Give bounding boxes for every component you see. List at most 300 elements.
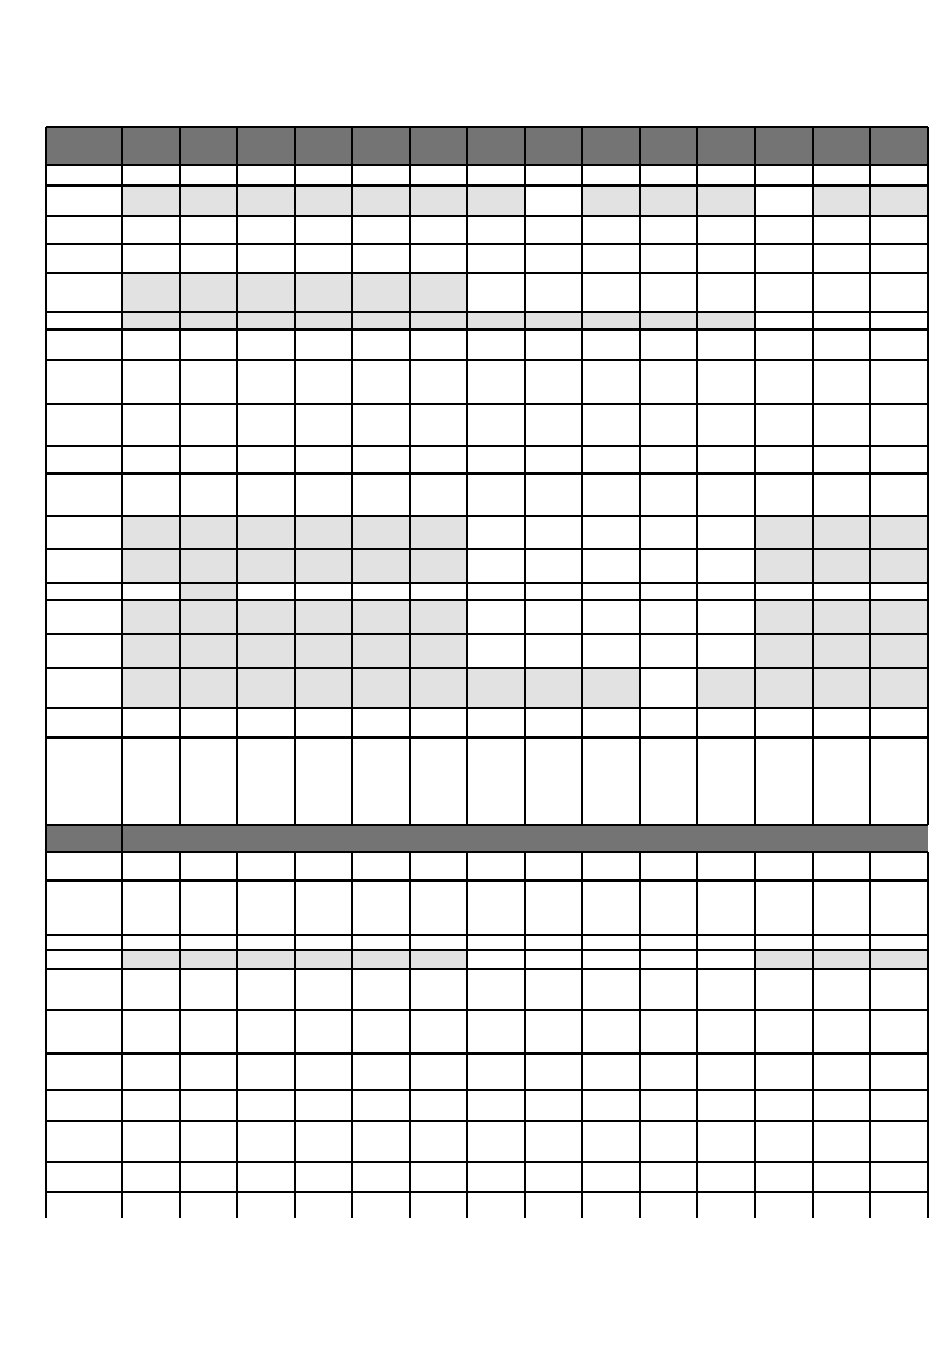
table-cell [295, 244, 352, 273]
table-cell [755, 549, 813, 583]
table-cell [410, 737, 467, 825]
table-cell [640, 1053, 697, 1090]
table-cell [813, 404, 870, 446]
table-cell [640, 880, 697, 935]
table-cell [122, 516, 180, 549]
table-cell [122, 852, 180, 880]
table-cell [870, 1121, 928, 1162]
column-header-cell [640, 127, 697, 165]
table-cell [755, 216, 813, 244]
table-cell [813, 273, 870, 312]
table-cell [467, 165, 525, 185]
table-cell [410, 935, 467, 950]
table-cell [122, 634, 180, 668]
table-cell [582, 880, 640, 935]
table-cell [295, 404, 352, 446]
table-cell [180, 1162, 237, 1192]
table-cell [525, 1192, 582, 1218]
table-cell [525, 446, 582, 473]
table-cell [352, 1121, 410, 1162]
table-cell [295, 1010, 352, 1053]
table-cell [237, 165, 295, 185]
table-cell [755, 516, 813, 549]
table-cell [295, 185, 352, 216]
table-cell [525, 216, 582, 244]
table-cell [180, 273, 237, 312]
table-cell [755, 708, 813, 737]
table-cell [180, 244, 237, 273]
table-cell [467, 600, 525, 634]
table-cell [352, 312, 410, 329]
table-cell [755, 1053, 813, 1090]
table-cell [295, 1090, 352, 1121]
table-cell [755, 1010, 813, 1053]
table-cell [237, 273, 295, 312]
table-cell [467, 1053, 525, 1090]
table-cell [755, 668, 813, 708]
table-cell [697, 634, 755, 668]
table-cell [755, 950, 813, 969]
section-header-label-cell [46, 825, 122, 852]
table-cell [352, 935, 410, 950]
table-cell [525, 273, 582, 312]
table-cell [180, 312, 237, 329]
table-cell [582, 634, 640, 668]
table-cell [295, 950, 352, 969]
table-cell [237, 360, 295, 404]
table-cell [352, 737, 410, 825]
column-divider [466, 852, 469, 1218]
column-header-cell [870, 127, 928, 165]
table-cell [467, 446, 525, 473]
table-cell [640, 1192, 697, 1218]
table-cell [582, 404, 640, 446]
table-cell [180, 1010, 237, 1053]
table-cell [410, 969, 467, 1010]
table-cell [467, 549, 525, 583]
table-cell [697, 1010, 755, 1053]
table-cell [237, 473, 295, 516]
table-cell [870, 600, 928, 634]
column-divider [179, 127, 181, 825]
table-cell [180, 1121, 237, 1162]
table-cell [237, 1090, 295, 1121]
table-cell [755, 852, 813, 880]
table-cell [352, 950, 410, 969]
table-cell [467, 273, 525, 312]
table-cell [46, 165, 122, 185]
table-cell [180, 165, 237, 185]
table-cell [582, 1010, 640, 1053]
table-cell [467, 185, 525, 216]
table-cell [46, 516, 122, 549]
column-divider [581, 852, 584, 1218]
table-cell [122, 935, 180, 950]
table-cell [525, 1090, 582, 1121]
table-cell [582, 473, 640, 516]
table-cell [410, 404, 467, 446]
table-cell [640, 404, 697, 446]
table-cell [352, 634, 410, 668]
table-cell [813, 935, 870, 950]
table-cell [467, 583, 525, 600]
table-cell [237, 244, 295, 273]
table-cell [122, 880, 180, 935]
column-divider [927, 127, 929, 825]
column-divider [294, 127, 296, 825]
table-cell [697, 600, 755, 634]
column-header-cell [582, 127, 640, 165]
table-cell [237, 583, 295, 600]
table-cell [352, 600, 410, 634]
table-cell [122, 329, 180, 360]
table-cell [122, 950, 180, 969]
table-cell [46, 404, 122, 446]
table-cell [640, 935, 697, 950]
table-cell [122, 668, 180, 708]
table-cell [46, 583, 122, 600]
table-cell [755, 244, 813, 273]
table-cell [122, 1121, 180, 1162]
table-cell [755, 312, 813, 329]
table-cell [410, 583, 467, 600]
table-cell [295, 852, 352, 880]
table-cell [295, 312, 352, 329]
table-cell [295, 708, 352, 737]
table-cell [525, 737, 582, 825]
column-divider [639, 127, 641, 825]
table-cell [813, 583, 870, 600]
table-cell [640, 360, 697, 404]
column-divider [524, 852, 526, 1218]
table-cell [525, 1010, 582, 1053]
table-cell [640, 950, 697, 969]
table-cell [640, 216, 697, 244]
table-cell [813, 473, 870, 516]
table-cell [582, 950, 640, 969]
table-cell [813, 1192, 870, 1218]
table-cell [410, 312, 467, 329]
table-cell [467, 1121, 525, 1162]
table-cell [122, 312, 180, 329]
table-cell [697, 668, 755, 708]
table-cell [697, 708, 755, 737]
table-cell [467, 216, 525, 244]
column-divider [812, 852, 814, 1218]
table-cell [870, 516, 928, 549]
table-cell [237, 185, 295, 216]
table-cell [755, 273, 813, 312]
table-cell [525, 969, 582, 1010]
table-cell [870, 852, 928, 880]
table-cell [697, 216, 755, 244]
column-header-cell [180, 127, 237, 165]
table-cell [755, 634, 813, 668]
table-cell [525, 185, 582, 216]
table-cell [870, 360, 928, 404]
table-cell [697, 880, 755, 935]
table-cell [755, 969, 813, 1010]
table-cell [46, 329, 122, 360]
table-cell [467, 880, 525, 935]
table-cell [410, 446, 467, 473]
table-cell [295, 634, 352, 668]
table-cell [46, 600, 122, 634]
table-cell [122, 549, 180, 583]
table-cell [640, 852, 697, 880]
table-cell [582, 329, 640, 360]
column-divider [696, 852, 698, 1218]
table-cell [813, 634, 870, 668]
table-cell [755, 404, 813, 446]
table-cell [237, 852, 295, 880]
table-cell [525, 329, 582, 360]
table-cell [467, 668, 525, 708]
table-cell [697, 516, 755, 549]
table-cell [295, 273, 352, 312]
table-cell [410, 216, 467, 244]
table-cell [352, 1192, 410, 1218]
column-header-cell [755, 127, 813, 165]
table-cell [755, 329, 813, 360]
table-cell [870, 1010, 928, 1053]
table-cell [755, 737, 813, 825]
table-cell [237, 969, 295, 1010]
table-cell [582, 1121, 640, 1162]
column-divider [294, 852, 296, 1218]
table-cell [813, 668, 870, 708]
table-cell [180, 634, 237, 668]
table-cell [582, 312, 640, 329]
table-cell [467, 1192, 525, 1218]
table-cell [697, 737, 755, 825]
table-cell [352, 1053, 410, 1090]
table-cell [755, 1192, 813, 1218]
table-cell [237, 600, 295, 634]
table-cell [352, 852, 410, 880]
column-header-cell [467, 127, 525, 165]
table-cell [813, 1090, 870, 1121]
table-cell [180, 1192, 237, 1218]
table-cell [237, 216, 295, 244]
table-cell [755, 1162, 813, 1192]
table-cell [525, 516, 582, 549]
column-divider [351, 852, 353, 1218]
column-header-cell [352, 127, 410, 165]
table-cell [352, 404, 410, 446]
column-divider [754, 127, 757, 825]
column-divider [869, 852, 871, 1218]
table-cell [352, 516, 410, 549]
table-cell [237, 516, 295, 549]
table-cell [180, 1090, 237, 1121]
column-divider [466, 127, 469, 825]
table-cell [870, 634, 928, 668]
table-cell [640, 446, 697, 473]
column-divider [524, 127, 526, 825]
table-cell [697, 1090, 755, 1121]
table-cell [410, 880, 467, 935]
table-cell [46, 1121, 122, 1162]
table-cell [237, 935, 295, 950]
table-cell [295, 668, 352, 708]
table-cell [410, 360, 467, 404]
table-cell [180, 708, 237, 737]
column-divider [581, 127, 584, 825]
column-header-cell [46, 127, 122, 165]
table-cell [122, 244, 180, 273]
column-header-cell [525, 127, 582, 165]
table-cell [582, 273, 640, 312]
table-cell [352, 244, 410, 273]
table-cell [640, 708, 697, 737]
table-cell [467, 1010, 525, 1053]
table-cell [870, 404, 928, 446]
table-cell [410, 1053, 467, 1090]
table-cell [467, 312, 525, 329]
table-cell [582, 708, 640, 737]
table-cell [525, 244, 582, 273]
table-cell [467, 737, 525, 825]
column-divider [812, 127, 814, 825]
table-cell [582, 852, 640, 880]
table-cell [352, 708, 410, 737]
table-cell [697, 312, 755, 329]
column-divider [409, 852, 411, 1218]
table-cell [237, 404, 295, 446]
table-cell [582, 1090, 640, 1121]
table-cell [410, 600, 467, 634]
table-cell [180, 446, 237, 473]
table-cell [295, 1053, 352, 1090]
table-cell [237, 1121, 295, 1162]
table-cell [295, 737, 352, 825]
table-cell [467, 708, 525, 737]
table-cell [525, 583, 582, 600]
table-cell [122, 185, 180, 216]
table-cell [697, 165, 755, 185]
table-cell [640, 583, 697, 600]
table-cell [237, 737, 295, 825]
table-cell [46, 1053, 122, 1090]
table-cell [180, 329, 237, 360]
table-cell [582, 244, 640, 273]
table-cell [410, 852, 467, 880]
table-cell [582, 549, 640, 583]
table-cell [180, 737, 237, 825]
table-cell [180, 549, 237, 583]
table-cell [352, 360, 410, 404]
table-cell [755, 446, 813, 473]
table-cell [46, 1162, 122, 1192]
table-cell [410, 708, 467, 737]
table-cell [295, 360, 352, 404]
table-cell [640, 1090, 697, 1121]
table-cell [755, 1090, 813, 1121]
table-cell [467, 516, 525, 549]
table-cell [180, 600, 237, 634]
column-divider [351, 127, 353, 825]
table-cell [122, 446, 180, 473]
table-cell [180, 880, 237, 935]
table-cell [697, 935, 755, 950]
table-cell [46, 708, 122, 737]
table-cell [755, 165, 813, 185]
table-cell [180, 516, 237, 549]
table-cell [352, 273, 410, 312]
table-cell [813, 185, 870, 216]
table-cell [697, 549, 755, 583]
table-cell [467, 244, 525, 273]
table-cell [295, 880, 352, 935]
table-cell [582, 1162, 640, 1192]
table-cell [410, 549, 467, 583]
table-cell [122, 1010, 180, 1053]
table-cell [870, 950, 928, 969]
table-cell [410, 1090, 467, 1121]
table-cell [697, 404, 755, 446]
table-cell [870, 244, 928, 273]
table-cell [352, 216, 410, 244]
table-cell [813, 549, 870, 583]
table-cell [122, 600, 180, 634]
column-header-cell [410, 127, 467, 165]
table-cell [180, 583, 237, 600]
table-cell [237, 1162, 295, 1192]
table-cell [870, 273, 928, 312]
table-cell [295, 473, 352, 516]
table-cell [237, 950, 295, 969]
table-cell [755, 360, 813, 404]
table-cell [813, 880, 870, 935]
table-cell [180, 216, 237, 244]
table-cell [640, 737, 697, 825]
table-cell [870, 969, 928, 1010]
table-cell [813, 969, 870, 1010]
table-cell [870, 583, 928, 600]
table-cell [46, 950, 122, 969]
table-cell [410, 634, 467, 668]
table-cell [582, 185, 640, 216]
table-cell [237, 1192, 295, 1218]
table-cell [295, 516, 352, 549]
table-cell [237, 668, 295, 708]
table-cell [46, 360, 122, 404]
table-cell [46, 473, 122, 516]
table-cell [352, 668, 410, 708]
table-cell [582, 360, 640, 404]
table-cell [46, 737, 122, 825]
table-cell [640, 329, 697, 360]
table-cell [640, 1162, 697, 1192]
table-cell [295, 1121, 352, 1162]
table-cell [582, 737, 640, 825]
table-cell [122, 583, 180, 600]
table-cell [525, 668, 582, 708]
table-cell [870, 329, 928, 360]
table-cell [697, 969, 755, 1010]
table-cell [582, 668, 640, 708]
table-cell [46, 1192, 122, 1218]
table-cell [813, 1121, 870, 1162]
table-cell [813, 1053, 870, 1090]
table-cell [467, 404, 525, 446]
column-divider [121, 127, 124, 1218]
table-cell [410, 165, 467, 185]
table-cell [352, 473, 410, 516]
table-cell [122, 404, 180, 446]
column-divider [179, 852, 181, 1218]
